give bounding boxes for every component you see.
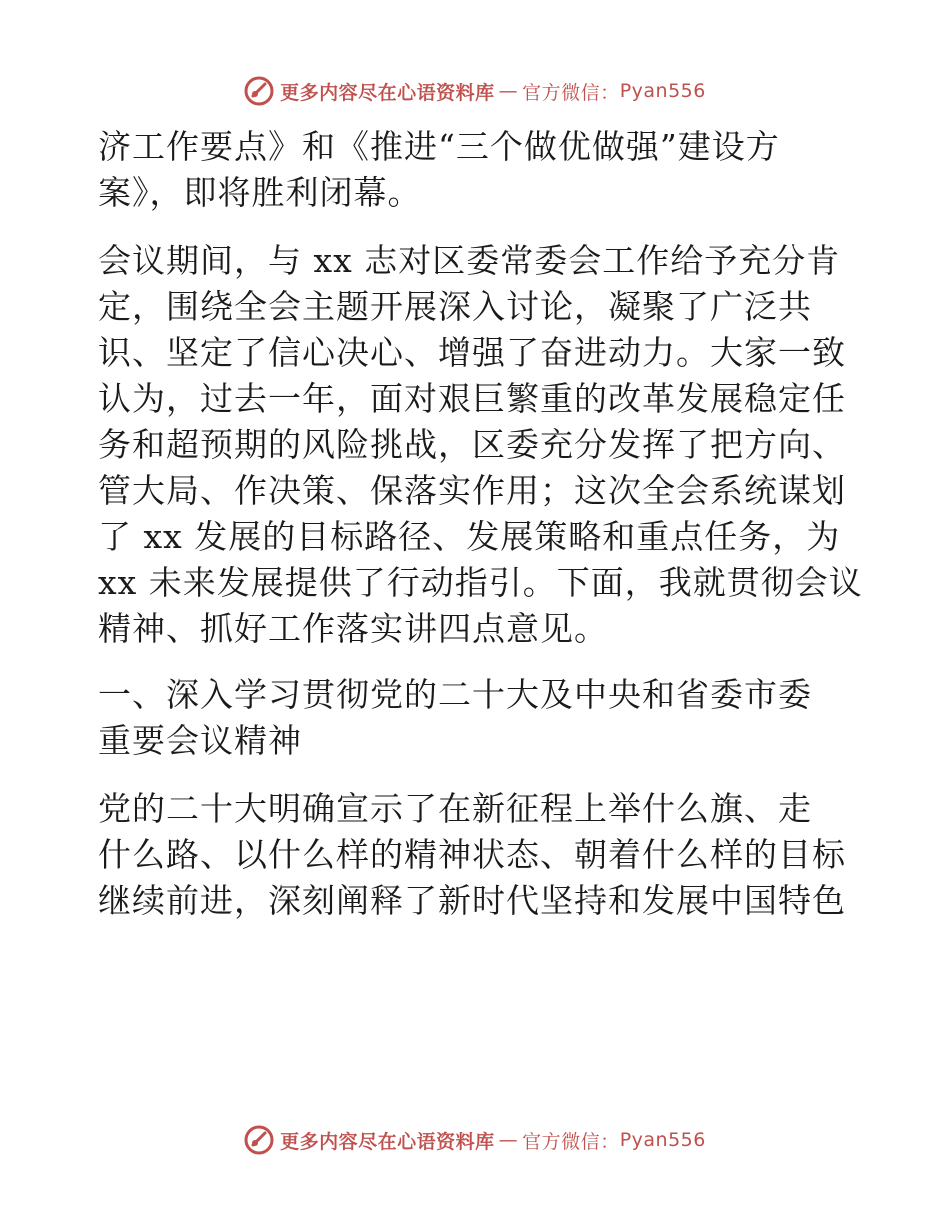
- banner-official-label: 官方微信：: [522, 1130, 620, 1153]
- text-line: 案》，即将胜利闭幕。: [98, 173, 422, 212]
- header-banner: [0, 71, 950, 111]
- banner-main-text: 更多内容尽在心语资料库: [280, 81, 495, 104]
- banner-main-text: 更多内容尽在心语资料库: [280, 1130, 495, 1153]
- logo-icon: [244, 1125, 274, 1155]
- logo-icon: [244, 76, 274, 106]
- text-line: 会议期间，与 xx 志对区委常委会工作给予充分肯: [98, 241, 841, 280]
- banner-wechat-id: Pyan556: [619, 80, 706, 102]
- banner-official-label: 官方微信：: [522, 81, 620, 104]
- text-line: 党的二十大明确宣示了在新征程上举什么旗、走: [98, 789, 812, 828]
- section-heading: [98, 672, 868, 764]
- footer-banner: [0, 1120, 950, 1160]
- document-body: [98, 124, 868, 924]
- banner-wechat-id: Pyan556: [619, 1129, 706, 1151]
- text-line: 定，围绕全会主题开展深入讨论，凝聚了广泛共: [98, 287, 812, 326]
- paragraph: [98, 786, 868, 924]
- text-line: 认为，过去一年，面对艰巨繁重的改革发展稳定任: [98, 379, 846, 418]
- heading-line: 一、深入学习贯彻党的二十大及中央和省委市委: [98, 675, 812, 714]
- paragraph: [98, 238, 868, 652]
- text-line: 什么路、以什么样的精神状态、朝着什么样的目标: [98, 835, 846, 874]
- banner-separator: —: [498, 1129, 519, 1151]
- text-line: 继续前进，深刻阐释了新时代坚持和发展中国特色: [98, 881, 846, 920]
- text-line: xx 未来发展提供了行动指引。下面，我就贯彻会议: [98, 563, 863, 602]
- banner-separator: —: [498, 80, 519, 102]
- text-line: 了 xx 发展的目标路径、发展策略和重点任务，为: [98, 517, 841, 556]
- text-line: 务和超预期的风险挑战，区委充分发挥了把方向、: [98, 425, 846, 464]
- text-line: 管大局、作决策、保落实作用；这次全会系统谋划: [98, 471, 846, 510]
- paragraph: [98, 124, 868, 216]
- text-line: 识、坚定了信心决心、增强了奋进动力。大家一致: [98, 333, 846, 372]
- text-line: 济工作要点》和《推进“三个做优做强”建设方: [98, 127, 780, 166]
- text-line: 精神、抓好工作落实讲四点意见。: [98, 609, 608, 648]
- heading-line: 重要会议精神: [98, 721, 302, 760]
